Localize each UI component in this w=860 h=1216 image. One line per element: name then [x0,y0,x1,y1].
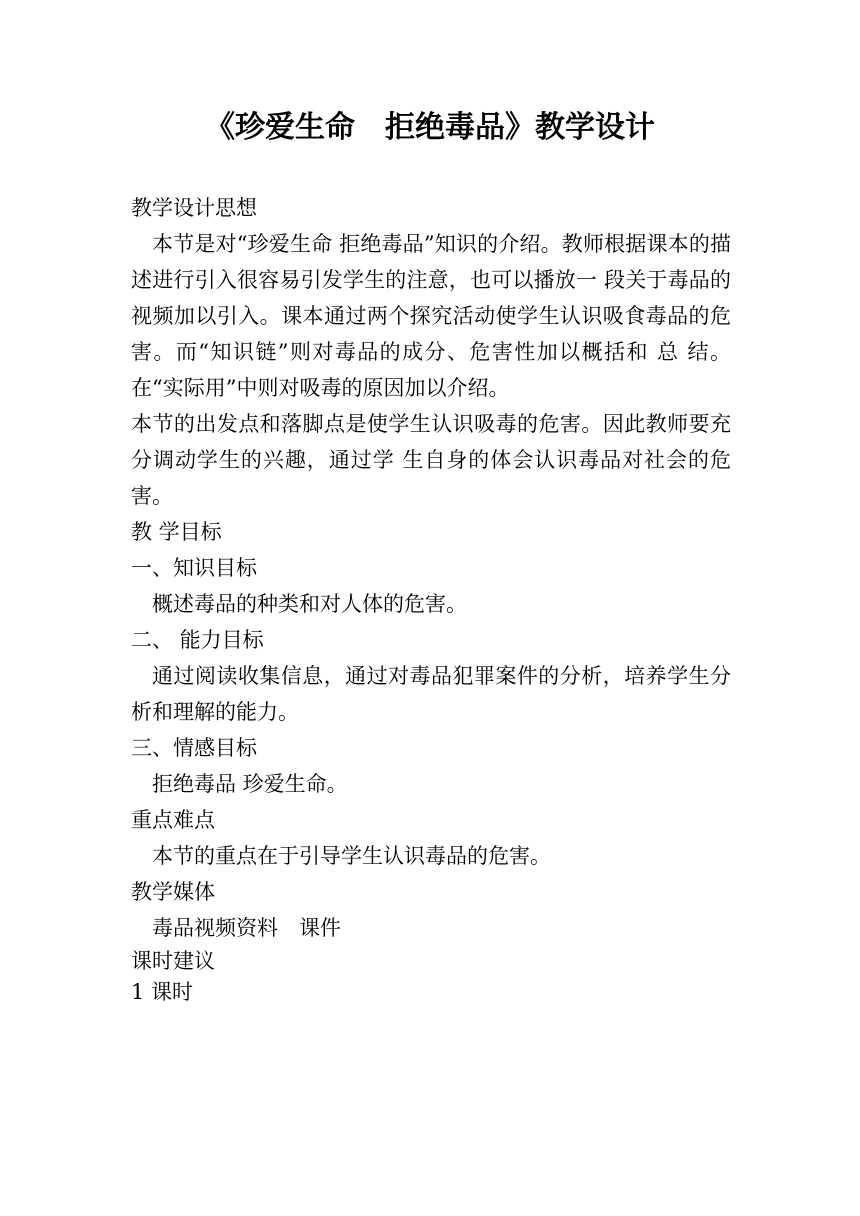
ability-goal-text: 通过阅读收集信息，通过对毒品犯罪案件的分析，培养学生分析和理解的能力。 [131,664,731,724]
emotion-goal-text: 拒绝毒品 珍爱生命。 [152,772,348,796]
key-points-text: 本节的重点在于引导学生认识毒品的危害。 [152,844,551,868]
teaching-goals-heading: 教 学目标 [131,520,222,544]
knowledge-goal-heading: 一、知识目标 [131,556,257,580]
document-title: 《珍爱生命 拒绝毒品》教学设计 [205,110,655,145]
media-heading: 教学媒体 [131,880,215,904]
design-idea-heading: 教学设计思想 [131,196,257,220]
design-idea-paragraph-1: 本节是对“珍爱生命 拒绝毒品”知识的介绍。教师根据课本的描述进行引入很容易引发学生的注意，也可以播放一 段关于毒品的视频加以引入。课本通过两个探究活动使学生认识吸食毒品的危害。而“知识链”则对毒品的成分、危害性加以概括和 总 结。在“实际用”中则对吸毒的原因加以介绍。 [131,232,731,400]
media-text: 毒品视频资料 课件 [152,916,341,940]
class-hours-heading: 课时建议 [131,949,215,973]
emotion-goal-heading: 三、情感目标 [131,736,257,760]
key-points-heading: 重点难点 [131,808,215,832]
document-body [131,190,731,1008]
ability-goal-heading: 二、 能力目标 [131,628,264,652]
knowledge-goal-text: 概述毒品的种类和对人体的危害。 [152,592,467,616]
design-idea-paragraph-2: 本节的出发点和落脚点是使学生认识吸毒的危害。因此教师要充分调动学生的兴趣，通过学 生自身的体会认识毒品对社会的危害。 [131,412,731,508]
class-hours-text: 1 课时 [131,980,194,1004]
